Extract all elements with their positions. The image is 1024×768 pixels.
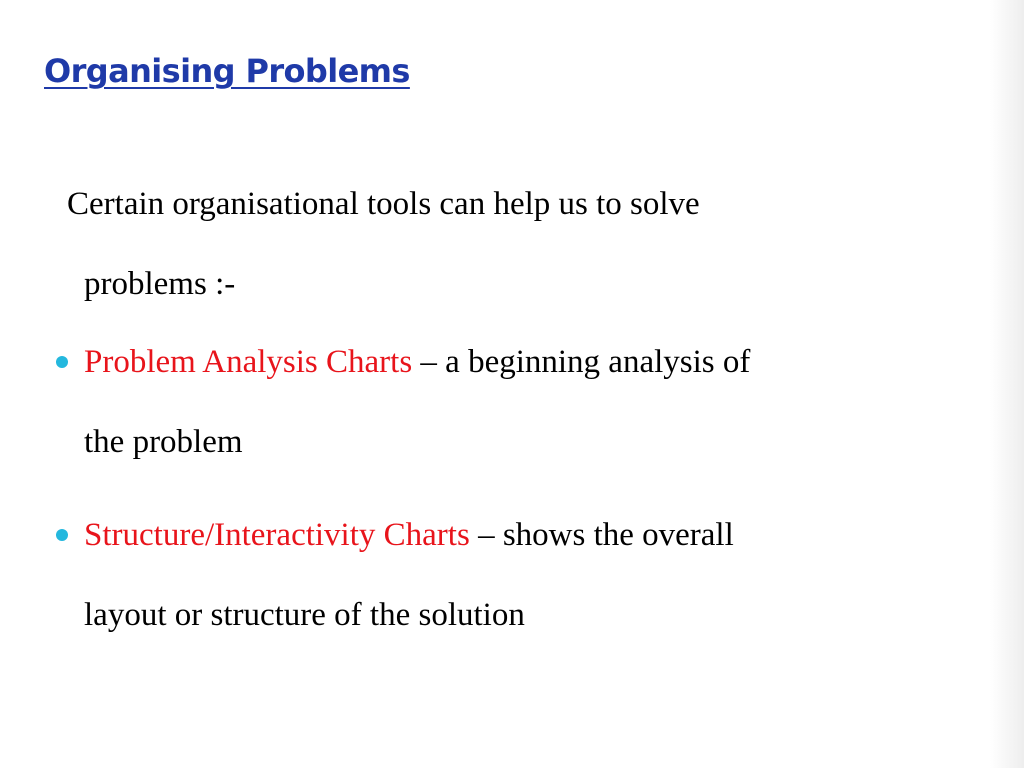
bullet-term: Structure/Interactivity Charts bbox=[84, 517, 470, 553]
bullet-line-2: the problem bbox=[84, 424, 243, 460]
intro-line-1: Certain organisational tools can help us to solve bbox=[67, 186, 700, 222]
bullet-item-structure-interactivity-charts bbox=[52, 495, 952, 655]
bullet-line-1 bbox=[52, 322, 952, 402]
bullet-dot-icon bbox=[56, 356, 68, 368]
bullet-description: – shows the overall bbox=[469, 517, 734, 553]
bullet-item-problem-analysis-charts bbox=[52, 322, 952, 482]
intro-paragraph bbox=[67, 164, 927, 324]
bullet-dot-icon bbox=[56, 529, 68, 541]
bullet-line-2: layout or structure of the solution bbox=[84, 597, 525, 633]
bullet-description: – a beginning analysis of bbox=[412, 344, 751, 380]
bullet-line-1 bbox=[52, 495, 952, 575]
slide-title: Organising Problems bbox=[44, 52, 410, 90]
bullet-term: Problem Analysis Charts bbox=[84, 344, 413, 380]
intro-line-2: problems :- bbox=[84, 266, 236, 302]
slide-edge-shadow bbox=[990, 0, 1024, 768]
